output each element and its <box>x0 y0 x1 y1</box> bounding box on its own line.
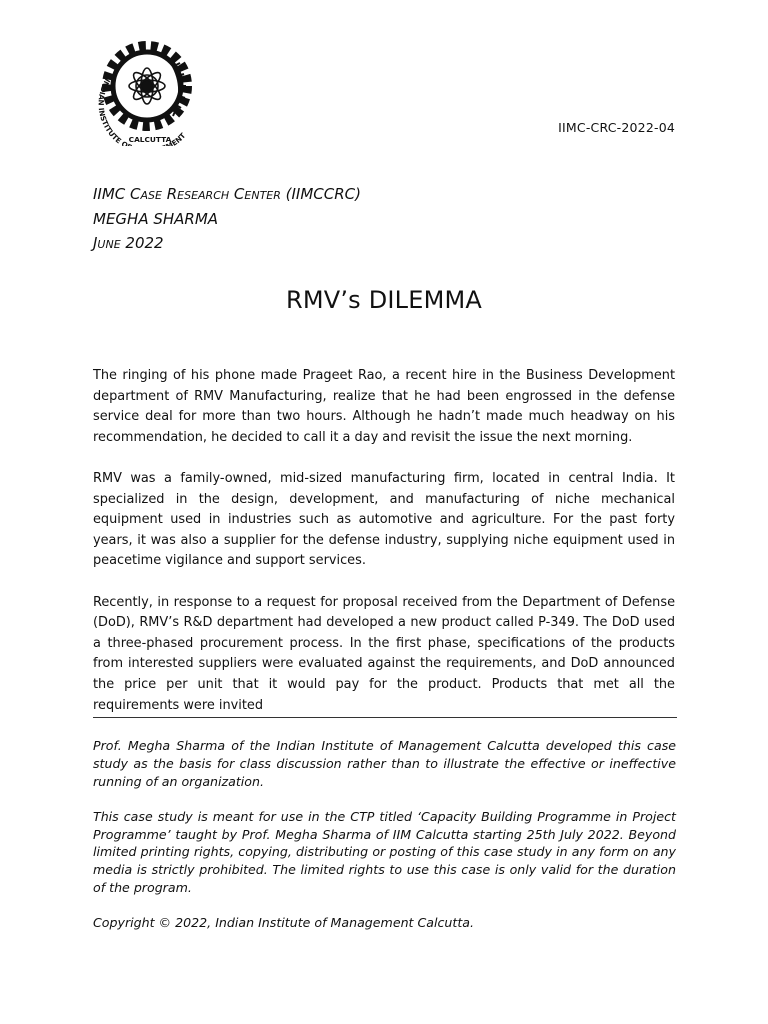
logo-arc-text: INDIAN INSTITUTE O MENT <box>96 76 188 146</box>
case-body <box>93 366 675 716</box>
research-center: IIMC Case Research Center (IIMCCRC) <box>93 185 361 203</box>
publication-date: June 2022 <box>93 234 164 252</box>
document-code: IIMC-CRC-2022-04 <box>558 120 675 135</box>
copyright-note: Copyright © 2022, Indian Institute of Management Calcutta. <box>93 915 475 931</box>
paragraph: RMV was a family-owned, mid-sized manufacturing firm, located in central India. It specialized in the design, development, and manufacturing of niche mechanical equipment used in industries such as automotive and agriculture. For the past forty years, it was also a supplier for the defense industry, supplying niche equipment used in peacetime vigilance and support services. <box>93 470 675 569</box>
case-title: RMV’s DILEMMA <box>285 286 483 314</box>
logo-bottom-text: CALCUTTA <box>128 135 172 144</box>
author-note: Prof. Megha Sharma of the Indian Institute of Management Calcutta developed this case study as the basis for class discussion rather than to illustrate the effective or ineffective running of an organization. <box>93 738 676 789</box>
paragraph: Recently, in response to a request for proposal received from the Department of Defense (DoD), RMV’s R&D department had developed a new product called P-349. The DoD used a three-phased procurement process. In the first phase, specifications of the products from interested suppliers were evaluated against the requirements, and DoD announced the price per unit that it would pay for the product. Products that met all the requirements were invited <box>93 594 675 713</box>
case-meta <box>93 182 361 256</box>
usage-note: This case study is meant for use in the CTP titled ‘Capacity Building Programme in Project Programme’ taught by Prof. Megha Sharma of IIM Calcutta starting 25th July 2022. Beyond limited printing rights, copying, distributing or posting of this case study in any form on any media is strictly prohibited. The limited rights to use this case is only valid for the duration of the program. <box>93 808 676 896</box>
iim-calcutta-logo <box>92 38 216 146</box>
author-name: MEGHA SHARMA <box>93 209 219 228</box>
footnotes <box>93 737 676 950</box>
paragraph: The ringing of his phone made Prageet Rao, a recent hire in the Business Development department of RMV Manufacturing, realize that he had been engrossed in the defense service deal for more than two hours. Although he hadn’t made much headway on his recommendation, he decided to call it a day and revisit the issue the next morning. <box>93 368 675 445</box>
footnote-divider <box>93 717 677 718</box>
